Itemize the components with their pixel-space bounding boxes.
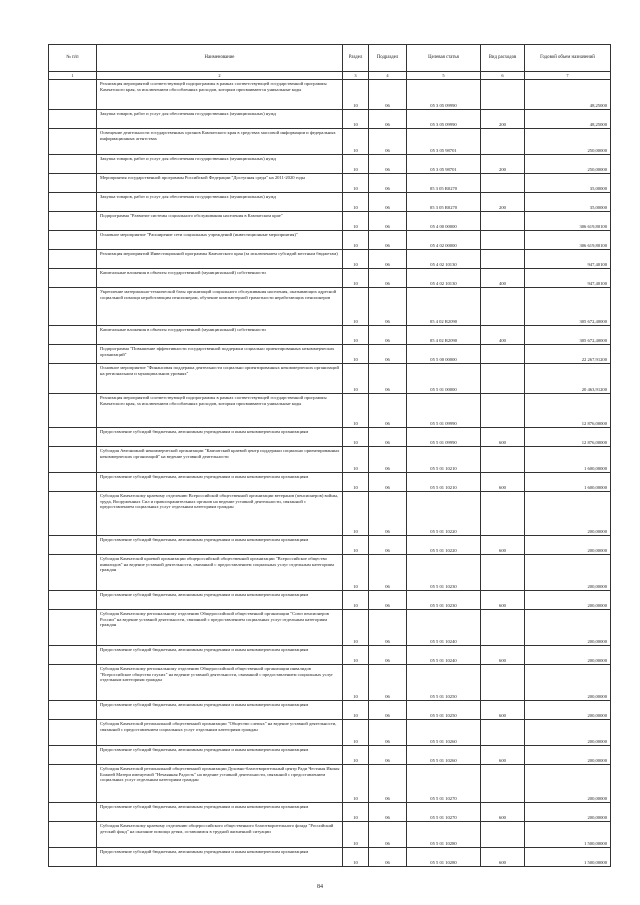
cell-amount: 200,00000 [525, 720, 611, 746]
cell-expense-type [481, 80, 525, 110]
header-annual-amount: Годовой объем назначений [525, 45, 611, 72]
cell-podrazdel: 06 [369, 129, 407, 155]
table-row [49, 212, 611, 231]
table-header-row [49, 45, 611, 72]
cell-index [49, 269, 97, 288]
cell-target-item: 05 5 01 10280 [407, 848, 481, 867]
cell-name: Субсидия Камчатскому краевому отделению Всероссийской общественной организации ветеранов (пенсионеров) войны, труда, Вооруженных Сил и правоохранительных органов на ведение уставной деятельности, связанной с предоставлением социальных услуг отдельным категориям граждан [97, 492, 343, 536]
cell-amount: 947,40100 [525, 250, 611, 269]
cell-name: Реализация мероприятий Инвестиционной программы Камчатского края (за исключением субсидий местным бюджетам) [97, 250, 343, 269]
cell-index [49, 646, 97, 665]
cell-index [49, 473, 97, 492]
cell-target-item: 05 5 01 10210 [407, 473, 481, 492]
cell-index [49, 765, 97, 803]
cell-amount: 305 672,40000 [525, 326, 611, 345]
cell-expense-type: 400 [481, 326, 525, 345]
cell-expense-type [481, 665, 525, 701]
column-number-row [49, 72, 611, 80]
cell-amount: 250,00000 [525, 129, 611, 155]
cell-name: Предоставление субсидий бюджетным, автономным учреждениям и иным некоммерческим организациям [97, 848, 343, 867]
cell-podrazdel: 06 [369, 155, 407, 174]
cell-target-item: 05 5 01 09990 [407, 428, 481, 447]
cell-name: Субсидия Камчатской краевой организации общероссийской общественной организации "Всероссийское общество инвалидов" на ведение уставной деятельности, связанной с предоставлением социальных услуг отдельным категориям граждан [97, 555, 343, 591]
cell-amount: 20 463,91200 [525, 364, 611, 394]
table-row [49, 765, 611, 803]
cell-name: Закупка товаров, работ и услуг для обеспечения государственных (муниципальных) нужд [97, 193, 343, 212]
table-row [49, 746, 611, 765]
cell-target-item: 05 5 01 10260 [407, 746, 481, 765]
cell-name: Реализация мероприятий соответствующей подпрограммы в рамках соответствующей государственной программы Камчатского края, за исключением обособленных расходов, которым присваиваются уникальные коды [97, 394, 343, 428]
cell-razdel: 10 [343, 428, 369, 447]
cell-razdel: 10 [343, 473, 369, 492]
cell-podrazdel: 06 [369, 746, 407, 765]
table-row [49, 428, 611, 447]
table-row [49, 231, 611, 250]
table-row [49, 720, 611, 746]
cell-expense-type: 600 [481, 701, 525, 720]
cell-expense-type: 600 [481, 591, 525, 610]
cell-amount: 200,00000 [525, 555, 611, 591]
cell-index [49, 174, 97, 193]
cell-razdel: 10 [343, 536, 369, 555]
cell-amount: 200,00000 [525, 591, 611, 610]
cell-index [49, 110, 97, 129]
cell-expense-type [481, 250, 525, 269]
cell-podrazdel: 06 [369, 345, 407, 364]
cell-podrazdel: 06 [369, 288, 407, 326]
cell-podrazdel: 06 [369, 720, 407, 746]
cell-podrazdel: 06 [369, 269, 407, 288]
cell-name: Предоставление субсидий бюджетным, автономным учреждениям и иным некоммерческим организациям [97, 746, 343, 765]
cell-target-item: 05 4 02 R2090 [407, 326, 481, 345]
cell-podrazdel: 06 [369, 610, 407, 646]
cell-podrazdel: 06 [369, 555, 407, 591]
cell-razdel: 10 [343, 193, 369, 212]
cell-target-item: 05 5 00 00000 [407, 345, 481, 364]
cell-podrazdel: 06 [369, 822, 407, 848]
cell-podrazdel: 06 [369, 848, 407, 867]
cell-razdel: 10 [343, 447, 369, 473]
cell-index [49, 326, 97, 345]
cell-amount: 1 500,00000 [525, 822, 611, 848]
cell-target-item: 05 5 01 10240 [407, 610, 481, 646]
cell-expense-type: 200 [481, 193, 525, 212]
cell-target-item: 05 5 01 10280 [407, 822, 481, 848]
cell-amount: 35,00000 [525, 193, 611, 212]
table-row [49, 665, 611, 701]
cell-podrazdel: 06 [369, 447, 407, 473]
cell-podrazdel: 06 [369, 665, 407, 701]
cell-index [49, 555, 97, 591]
cell-expense-type [481, 447, 525, 473]
cell-expense-type: 600 [481, 848, 525, 867]
cell-razdel: 10 [343, 394, 369, 428]
cell-razdel: 10 [343, 231, 369, 250]
cell-name: Капитальные вложения в объекты государственной (муниципальной) собственности [97, 269, 343, 288]
cell-razdel: 10 [343, 129, 369, 155]
cell-name: Основное мероприятие "Расширение сети социальных учреждений (инвестиционные мероприятия)" [97, 231, 343, 250]
cell-target-item: 05 5 01 10220 [407, 492, 481, 536]
table-row [49, 394, 611, 428]
cell-index [49, 231, 97, 250]
cell-name: Закупка товаров, работ и услуг для обеспечения государственных (муниципальных) нужд [97, 155, 343, 174]
column-number: 2 [97, 72, 343, 80]
cell-amount: 48,25000 [525, 80, 611, 110]
page-number: 84 [317, 884, 323, 890]
cell-target-item: 05 4 00 00000 [407, 212, 481, 231]
cell-razdel: 10 [343, 822, 369, 848]
cell-index [49, 212, 97, 231]
cell-index [49, 193, 97, 212]
cell-name: Подпрограмма "Развитие системы социального обслуживания населения в Камчатском крае" [97, 212, 343, 231]
cell-expense-type [481, 765, 525, 803]
cell-expense-type: 600 [481, 536, 525, 555]
table-row [49, 129, 611, 155]
cell-index [49, 428, 97, 447]
cell-razdel: 10 [343, 665, 369, 701]
cell-target-item: 05 3 05 R0270 [407, 193, 481, 212]
cell-podrazdel: 06 [369, 492, 407, 536]
budget-table [48, 44, 611, 867]
cell-index [49, 447, 97, 473]
cell-expense-type: 400 [481, 269, 525, 288]
cell-amount: 48,25000 [525, 110, 611, 129]
cell-index [49, 591, 97, 610]
cell-target-item: 05 5 01 00000 [407, 364, 481, 394]
cell-razdel: 10 [343, 848, 369, 867]
cell-index [49, 803, 97, 822]
cell-index [49, 720, 97, 746]
table-row [49, 555, 611, 591]
table-row [49, 701, 611, 720]
cell-amount: 306 619,80100 [525, 212, 611, 231]
cell-amount: 200,00000 [525, 746, 611, 765]
cell-index [49, 701, 97, 720]
cell-podrazdel: 06 [369, 174, 407, 193]
cell-index [49, 492, 97, 536]
cell-expense-type [481, 364, 525, 394]
column-number: 4 [369, 72, 407, 80]
cell-expense-type [481, 822, 525, 848]
cell-name: Основное мероприятие "Финансовая поддержка деятельности социально ориентированных некоммерческих организаций на региональном и муниципальном уровнях" [97, 364, 343, 394]
cell-expense-type [481, 288, 525, 326]
cell-razdel: 10 [343, 646, 369, 665]
cell-name: Предоставление субсидий бюджетным, автономным учреждениям и иным некоммерческим организациям [97, 536, 343, 555]
cell-razdel: 10 [343, 155, 369, 174]
cell-expense-type: 600 [481, 646, 525, 665]
cell-podrazdel: 06 [369, 701, 407, 720]
cell-target-item: 05 5 01 10250 [407, 701, 481, 720]
cell-podrazdel: 06 [369, 110, 407, 129]
cell-name: Предоставление субсидий бюджетным, автономным учреждениям и иным некоммерческим организациям [97, 803, 343, 822]
cell-expense-type: 200 [481, 110, 525, 129]
cell-amount: 1 500,00000 [525, 848, 611, 867]
header-razdel: Раздел [343, 45, 369, 72]
cell-razdel: 10 [343, 803, 369, 822]
cell-name: Укрепление материально-технической базы организаций социального обслуживания населения, оказывающих адресной социальной помощи неработающим пенсионерам, обучение компьютерной грамотности неработающих пенсионеров [97, 288, 343, 326]
cell-target-item: 05 4 02 10130 [407, 250, 481, 269]
header-podrazdel: Подраздел [369, 45, 407, 72]
cell-target-item: 05 3 05 98701 [407, 155, 481, 174]
cell-expense-type [481, 129, 525, 155]
cell-amount: 250,00000 [525, 155, 611, 174]
cell-razdel: 10 [343, 288, 369, 326]
column-number: 1 [49, 72, 97, 80]
cell-podrazdel: 06 [369, 536, 407, 555]
cell-amount: 12 876,00000 [525, 428, 611, 447]
cell-razdel: 10 [343, 174, 369, 193]
table-row [49, 80, 611, 110]
cell-expense-type [481, 610, 525, 646]
cell-podrazdel: 06 [369, 591, 407, 610]
table-row [49, 822, 611, 848]
cell-index [49, 345, 97, 364]
table-row [49, 250, 611, 269]
table-row [49, 536, 611, 555]
column-number: 5 [407, 72, 481, 80]
cell-razdel: 10 [343, 555, 369, 591]
cell-name: Освещение деятельности государственных органов Камчатского края в средствах массовой информации и федеральных информационных агентствах [97, 129, 343, 155]
cell-target-item: 05 5 01 10270 [407, 765, 481, 803]
cell-podrazdel: 06 [369, 428, 407, 447]
cell-name: Предоставление субсидий бюджетным, автономным учреждениям и иным некоммерческим организациям [97, 591, 343, 610]
cell-expense-type [481, 212, 525, 231]
cell-amount: 305 672,40000 [525, 288, 611, 326]
cell-expense-type [481, 492, 525, 536]
cell-target-item: 05 5 01 10210 [407, 447, 481, 473]
cell-name: Субсидия Камчатскому региональному отделению Общероссийской общественной организации "Союз пенсионеров России" на ведение уставной деятельности, связанной с предоставлением социальных услуг отдельным категориям граждан [97, 610, 343, 646]
table-row [49, 492, 611, 536]
cell-target-item: 05 3 05 09990 [407, 110, 481, 129]
cell-podrazdel: 06 [369, 473, 407, 492]
table-row [49, 610, 611, 646]
cell-amount: 200,00000 [525, 803, 611, 822]
table-row [49, 155, 611, 174]
cell-amount: 12 876,00000 [525, 394, 611, 428]
cell-target-item: 05 5 01 10230 [407, 591, 481, 610]
cell-expense-type [481, 174, 525, 193]
cell-podrazdel: 06 [369, 80, 407, 110]
cell-podrazdel: 06 [369, 646, 407, 665]
header-target-item: Целевая статья [407, 45, 481, 72]
table-row [49, 288, 611, 326]
cell-name: Субсидия Автономной некоммерческой организации "Камчатский краевой центр поддержки социально ориентированных некоммерческих организаций" на ведение уставной деятельности [97, 447, 343, 473]
cell-index [49, 536, 97, 555]
cell-amount: 22 267,91200 [525, 345, 611, 364]
table-row [49, 326, 611, 345]
table-row [49, 447, 611, 473]
cell-index [49, 848, 97, 867]
cell-name: Предоставление субсидий бюджетным, автономным учреждениям и иным некоммерческим организациям [97, 646, 343, 665]
cell-expense-type [481, 345, 525, 364]
column-number: 7 [525, 72, 611, 80]
cell-razdel: 10 [343, 492, 369, 536]
cell-amount: 200,00000 [525, 610, 611, 646]
cell-index [49, 610, 97, 646]
cell-name: Капитальные вложения в объекты государственной (муниципальной) собственности [97, 326, 343, 345]
cell-razdel: 10 [343, 364, 369, 394]
cell-name: Предоставление субсидий бюджетным, автономным учреждениям и иным некоммерческим организациям [97, 428, 343, 447]
cell-podrazdel: 06 [369, 250, 407, 269]
cell-target-item: 05 3 05 09990 [407, 80, 481, 110]
cell-razdel: 10 [343, 110, 369, 129]
table-row [49, 193, 611, 212]
cell-razdel: 10 [343, 326, 369, 345]
cell-index [49, 129, 97, 155]
table-row [49, 345, 611, 364]
cell-index [49, 250, 97, 269]
cell-podrazdel: 06 [369, 765, 407, 803]
cell-razdel: 10 [343, 701, 369, 720]
cell-expense-type: 600 [481, 473, 525, 492]
cell-index [49, 288, 97, 326]
cell-expense-type [481, 394, 525, 428]
cell-podrazdel: 06 [369, 803, 407, 822]
cell-target-item: 05 5 01 10230 [407, 555, 481, 591]
cell-index [49, 394, 97, 428]
cell-podrazdel: 06 [369, 212, 407, 231]
cell-target-item: 05 5 01 10240 [407, 646, 481, 665]
cell-name: Субсидия Камчатской региональной общественной организации "Общество слепых" на ведение уставной деятельности, связанной с предоставлением социальных услуг отдельным категориям граждан [97, 720, 343, 746]
header-expense-type: Вид расходов [481, 45, 525, 72]
cell-podrazdel: 06 [369, 364, 407, 394]
cell-razdel: 10 [343, 591, 369, 610]
cell-index [49, 822, 97, 848]
cell-name: Субсидия Камчатскому краевому отделению общероссийского общественного благотворительного фонда "Российский детский фонд" на оказание помощи детям, оставшимся в трудной жизненной ситуации [97, 822, 343, 848]
cell-index [49, 155, 97, 174]
cell-podrazdel: 06 [369, 326, 407, 345]
table-row [49, 473, 611, 492]
cell-amount: 200,00000 [525, 492, 611, 536]
cell-name: Предоставление субсидий бюджетным, автономным учреждениям и иным некоммерческим организациям [97, 701, 343, 720]
cell-name: Реализация мероприятий соответствующей подпрограммы в рамках соответствующей государственной программы Камчатского края, за исключением обособленных расходов, которым присваиваются уникальные коды [97, 80, 343, 110]
cell-name: Предоставление субсидий бюджетным, автономным учреждениям и иным некоммерческим организациям [97, 473, 343, 492]
cell-amount: 200,00000 [525, 665, 611, 701]
cell-razdel: 10 [343, 269, 369, 288]
cell-index [49, 746, 97, 765]
cell-target-item: 05 4 02 R2090 [407, 288, 481, 326]
cell-podrazdel: 06 [369, 193, 407, 212]
column-number: 6 [481, 72, 525, 80]
cell-target-item: 05 3 05 98701 [407, 129, 481, 155]
cell-amount: 200,00000 [525, 701, 611, 720]
cell-index [49, 80, 97, 110]
cell-target-item: 05 4 02 00000 [407, 231, 481, 250]
cell-razdel: 10 [343, 720, 369, 746]
column-number: 3 [343, 72, 369, 80]
budget-table-page [48, 44, 610, 867]
cell-podrazdel: 06 [369, 394, 407, 428]
cell-index [49, 665, 97, 701]
cell-name: Закупка товаров, работ и услуг для обеспечения государственных (муниципальных) нужд [97, 110, 343, 129]
cell-target-item: 05 3 05 R0270 [407, 174, 481, 193]
table-body [49, 80, 611, 867]
cell-name: Мероприятия государственной программы Российской Федерации "Доступная среда" на 2011-2020 годы [97, 174, 343, 193]
cell-amount: 306 619,80100 [525, 231, 611, 250]
table-row [49, 848, 611, 867]
cell-target-item: 05 5 01 09990 [407, 394, 481, 428]
cell-name: Субсидия Камчатской региональной общественной организации Духовно-благотворительный центр Ради Честныя Иконы Божией Матери именуемой "Нечаянная Радость" на ведение уставной деятельности, связанной с предоставлением социальных услуг отдельным категориям граждан [97, 765, 343, 803]
cell-expense-type [481, 231, 525, 250]
table-row [49, 174, 611, 193]
cell-razdel: 10 [343, 345, 369, 364]
cell-amount: 1 600,00000 [525, 473, 611, 492]
cell-target-item: 05 5 01 10260 [407, 720, 481, 746]
cell-expense-type: 200 [481, 155, 525, 174]
cell-expense-type: 600 [481, 746, 525, 765]
cell-expense-type: 600 [481, 803, 525, 822]
header-name: Наименование [97, 45, 343, 72]
cell-razdel: 10 [343, 765, 369, 803]
cell-podrazdel: 06 [369, 231, 407, 250]
cell-amount: 200,00000 [525, 765, 611, 803]
cell-amount: 35,00000 [525, 174, 611, 193]
header-number: № п/п [49, 45, 97, 72]
cell-expense-type [481, 720, 525, 746]
cell-index [49, 364, 97, 394]
cell-target-item: 05 5 01 10270 [407, 803, 481, 822]
cell-razdel: 10 [343, 80, 369, 110]
cell-razdel: 10 [343, 746, 369, 765]
table-row [49, 364, 611, 394]
cell-target-item: 05 4 02 10130 [407, 269, 481, 288]
table-row [49, 803, 611, 822]
cell-target-item: 05 5 01 10220 [407, 536, 481, 555]
cell-razdel: 10 [343, 610, 369, 646]
cell-amount: 200,00000 [525, 646, 611, 665]
cell-expense-type: 600 [481, 428, 525, 447]
cell-name: Субсидия Камчатскому региональному отделению Общероссийской общественной организации инвалидов "Всероссийское общество глухих" на ведение уставной деятельности, связанной с предоставлением социальных услуг отдельным категориям граждан [97, 665, 343, 701]
cell-amount: 1 600,00000 [525, 447, 611, 473]
table-row [49, 646, 611, 665]
cell-expense-type [481, 555, 525, 591]
cell-razdel: 10 [343, 212, 369, 231]
table-row [49, 269, 611, 288]
cell-target-item: 05 5 01 10250 [407, 665, 481, 701]
cell-razdel: 10 [343, 250, 369, 269]
table-row [49, 591, 611, 610]
cell-name: Подпрограмма "Повышение эффективности государственной поддержки социально ориентированных некоммерческих организаций" [97, 345, 343, 364]
table-row [49, 110, 611, 129]
cell-amount: 947,40100 [525, 269, 611, 288]
cell-amount: 200,00000 [525, 536, 611, 555]
